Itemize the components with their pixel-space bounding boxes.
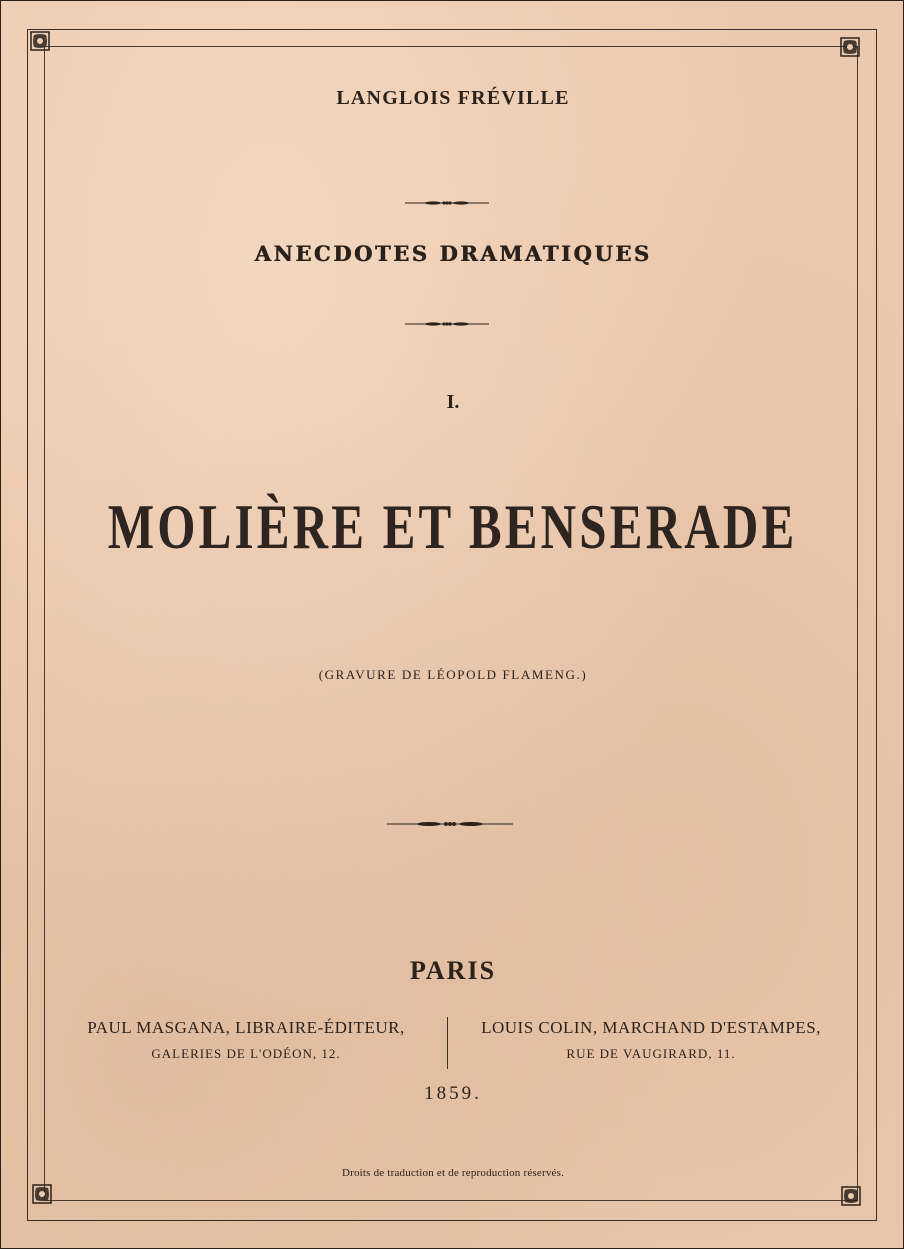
corner-ornament-icon: [841, 1186, 861, 1206]
series-title: ANECDOTES DRAMATIQUES: [254, 241, 652, 266]
engraving-credit: (GRAVURE DE LÉOPOLD FLAMENG.): [318, 667, 588, 682]
corner-ornament-icon: [30, 31, 50, 51]
volume-number: I.: [446, 391, 460, 413]
publisher-divider: [447, 1017, 448, 1069]
author-name: LANGLOIS FRÉVILLE: [336, 87, 570, 109]
publisher-right-address: RUE DE VAUGIRARD, 11.: [566, 1046, 736, 1061]
publication-year: 1859.: [424, 1083, 482, 1104]
publisher-left-name: PAUL MASGANA, LIBRAIRE-ÉDITEUR,: [87, 1018, 405, 1037]
publisher-right-name: LOUIS COLIN, MARCHAND D'ESTAMPES,: [481, 1018, 821, 1037]
flourish-rule-icon: [403, 193, 491, 212]
flourish-rule-icon: [403, 314, 491, 333]
corner-ornament-icon: [32, 1184, 52, 1204]
flourish-rule-icon: [385, 815, 515, 834]
main-title: MOLIÈRE ET BENSERADE: [107, 492, 798, 562]
imprint-city: PARIS: [409, 956, 497, 985]
publisher-right: [471, 1018, 831, 1062]
publisher-left-address: GALERIES DE L'ODÉON, 12.: [151, 1046, 341, 1061]
publisher-left: [81, 1018, 411, 1062]
corner-ornament-icon: [840, 37, 860, 57]
rights-notice: Droits de traduction et de reproduction réservés.: [341, 1167, 565, 1179]
